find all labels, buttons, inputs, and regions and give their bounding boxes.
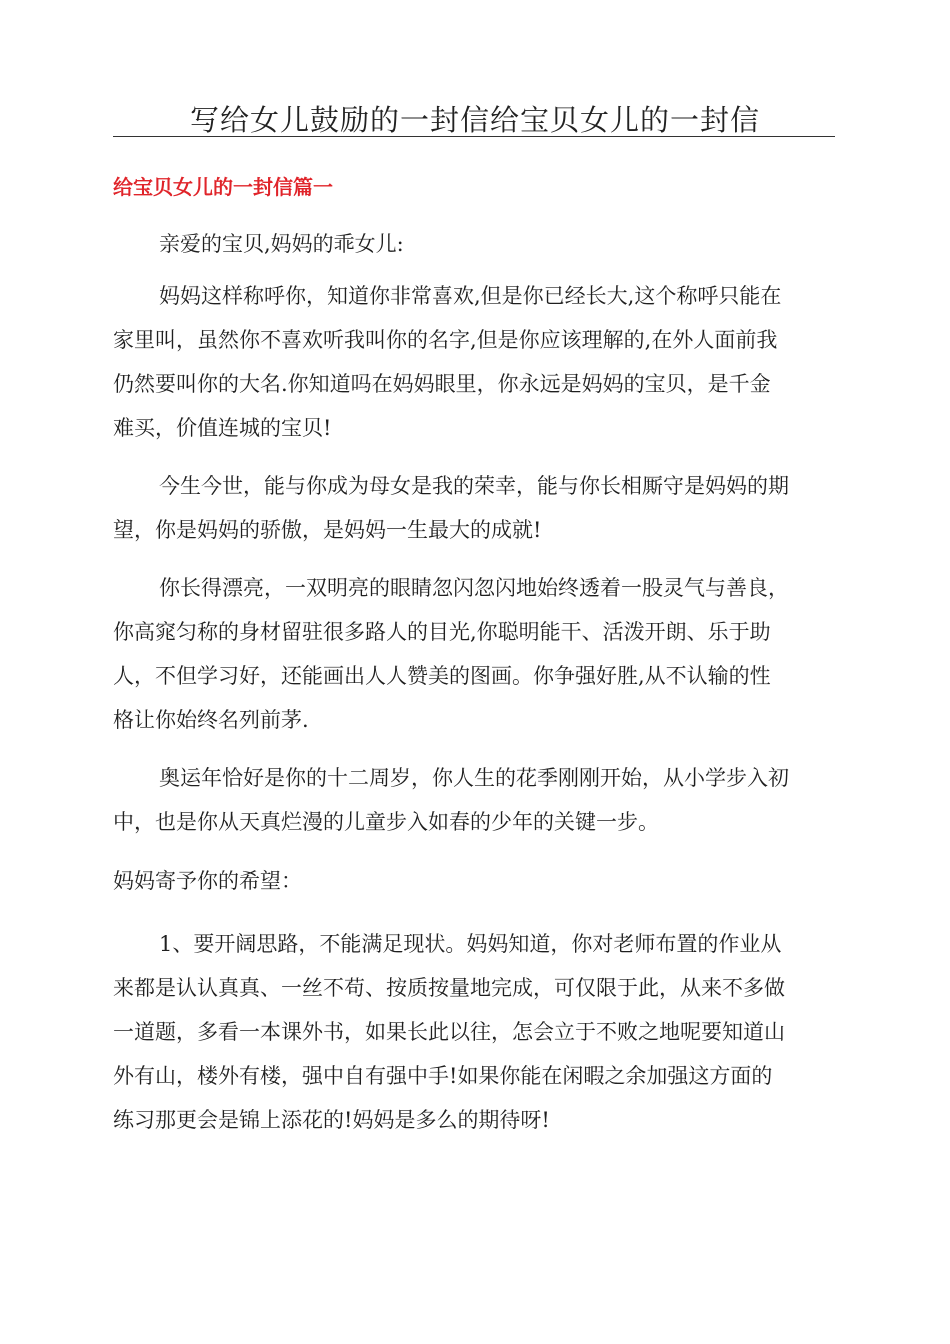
section-heading: 给宝贝女儿的一封信篇一 <box>113 175 333 199</box>
paragraph-line: 外有山，楼外有楼，强中自有强中手!如果你能在闲暇之余加强这方面的 <box>113 1064 773 1088</box>
paragraph-3 <box>113 566 835 742</box>
hope-heading <box>113 859 835 903</box>
paragraph-line: 中，也是你从天真烂漫的儿童步入如春的少年的关键一步。 <box>113 810 659 834</box>
greeting-line: 亲爱的宝贝,妈妈的乖女儿: <box>159 232 404 256</box>
paragraph-line: 练习那更会是锦上添花的!妈妈是多么的期待呀! <box>113 1108 550 1132</box>
paragraph-4 <box>113 756 835 844</box>
paragraph-line: 你高窕匀称的身材留驻很多路人的目光,你聪明能干、活泼开朗、乐于助 <box>113 620 771 644</box>
paragraph-line: 今生今世，能与你成为母女是我的荣幸，能与你长相厮守是妈妈的期 <box>159 474 789 498</box>
paragraph-line: 格让你始终名列前茅. <box>113 708 309 732</box>
document-title: 写给女儿鼓励的一封信给宝贝女儿的一封信 <box>189 103 760 137</box>
paragraph-line: 望，你是妈妈的骄傲，是妈妈一生最大的成就! <box>113 518 542 542</box>
paragraph-line: 1、要开阔思路，不能满足现状。妈妈知道，你对老师布置的作业从 <box>159 932 782 956</box>
paragraph-line: 妈妈这样称呼你，知道你非常喜欢,但是你已经长大,这个称呼只能在 <box>159 284 782 308</box>
paragraph-line: 难买，价值连城的宝贝! <box>113 416 332 440</box>
paragraph-line: 奥运年恰好是你的十二周岁，你人生的花季刚刚开始，从小学步入初 <box>159 766 789 790</box>
paragraph-2 <box>113 464 835 552</box>
paragraph-line: 你长得漂亮，一双明亮的眼睛忽闪忽闪地始终透着一股灵气与善良， <box>159 576 789 600</box>
paragraph-5 <box>113 922 835 1142</box>
paragraph-line: 一道题，多看一本课外书，如果长此以往，怎会立于不败之地呢要知道山 <box>113 1020 785 1044</box>
paragraph-line: 仍然要叫你的大名.你知道吗在妈妈眼里，你永远是妈妈的宝贝，是千金 <box>113 372 771 396</box>
paragraph-1 <box>113 274 835 450</box>
greeting-paragraph <box>113 222 835 266</box>
title-underline <box>113 136 835 137</box>
paragraph-line: 来都是认认真真、一丝不苟、按质按量地完成，可仅限于此，从来不多做 <box>113 976 785 1000</box>
paragraph-line: 家里叫，虽然你不喜欢听我叫你的名字,但是你应该理解的,在外人面前我 <box>113 328 778 352</box>
hope-heading-line: 妈妈寄予你的希望： <box>113 869 302 893</box>
paragraph-line: 人，不但学习好，还能画出人人赞美的图画。你争强好胜,从不认输的性 <box>113 664 771 688</box>
